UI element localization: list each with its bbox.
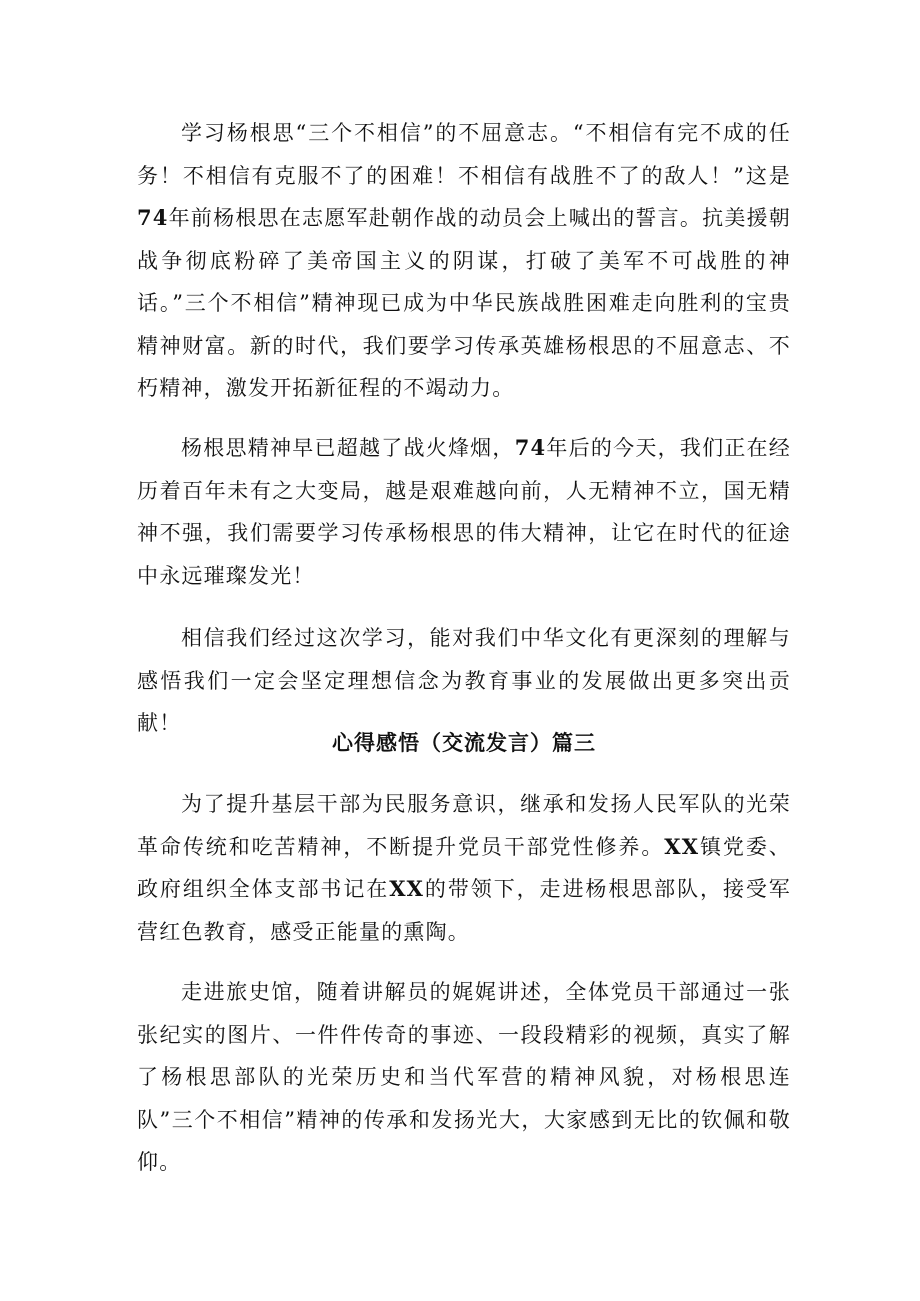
text-segment: 为了提升基层干部为民服务意识，继承和发扬人民军队的光荣革命传统和吃苦精神，不断提升党员干部党性修养。	[137, 792, 791, 859]
paragraph-yang-gensi-three-disbeliefs	[137, 112, 791, 410]
text-segment-year-number: 74	[514, 435, 547, 460]
text-segment: 年前杨根思在志愿军赴朝作战的动员会上喊出的誓言。抗美援朝战争彻底粉碎了美帝国主义的阴谋，打破了美军不可战胜的神话。”三个不相信”精神现已成为中华民族战胜困难走向胜利的宝贵精神财富。新的时代，我们要学习传承英雄杨根思的不屈意志、不朽精神，激发开拓新征程的不竭动力。	[137, 206, 791, 400]
text-segment: 的带领下，走进杨根思部队，接受军营红色教育，感受正能量的熏陶。	[137, 877, 791, 944]
text-segment: 年后的今天，我们正在经历着百年未有之大变局，越是艰难越向前，人无精神不立，国无精神不强，我们需要学习传承杨根思的伟大精神，让它在时代的征途中永远璀璨发光！	[137, 436, 792, 588]
text-segment-placeholder-leader: XX	[389, 876, 425, 901]
text-segment: 学习杨根思“三个不相信”的不屈意志。“不相信有完不成的任务！不相信有克服不了的困难！不相信有战胜不了的敌人！”这是	[137, 121, 791, 188]
text-segment: 杨根思精神早已超越了战火烽烟，	[181, 436, 515, 460]
text-segment: 相信我们经过这次学习，能对我们中华文化有更深刻的理解与感悟我们一定会坚定理想信念为教育事业的发展做出更多突出贡献！	[137, 626, 791, 735]
section-heading: 心得感悟（交流发言）篇三	[332, 730, 596, 755]
paragraph-grassroots-cadres	[137, 783, 791, 953]
text-segment-placeholder-town: XX	[664, 833, 700, 859]
paragraph-brigade-history-hall	[137, 971, 791, 1184]
text-segment-year-number: 74	[137, 205, 169, 230]
text-segment: 镇党委、政府组织全体支部书记在	[137, 834, 791, 901]
text-segment: 走进旅史馆，随着讲解员的娓娓讲述，全体党员干部通过一张张纪实的图片、一件件传奇的事迹、一段段精彩的视频，真实了解了杨根思部队的光荣历史和当代军营的精神风貌，对杨根思连队”三个不相信”精神的传承和发扬光大，大家感到无比的钦佩和敬仰。	[137, 980, 791, 1174]
paragraph-yang-gensi-spirit	[137, 427, 791, 597]
